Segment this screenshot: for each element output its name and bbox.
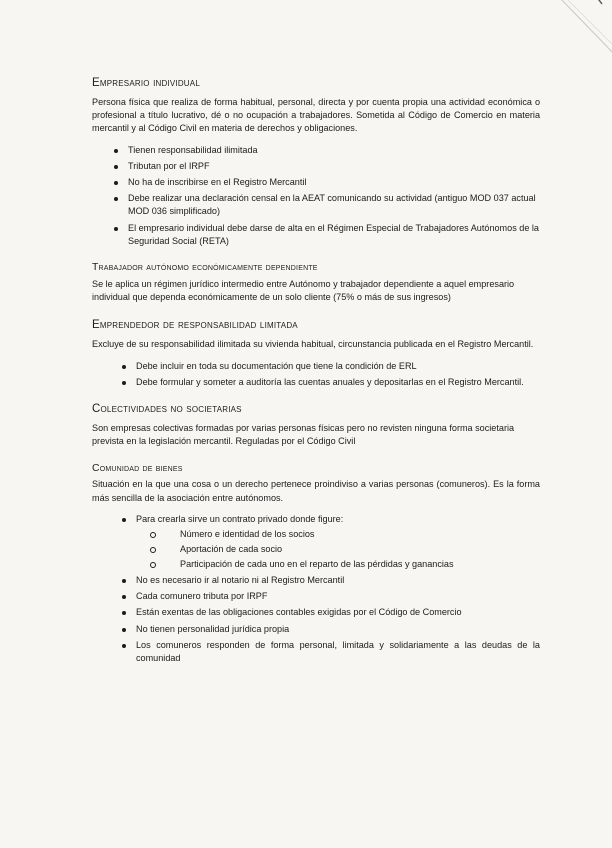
bullet-icon [114,197,118,201]
bullet-icon [114,149,118,153]
list-item: Cada comunero tributa por IRPF [92,590,540,603]
list-item: El empresario individual debe darse de alta en el Régimen Especial de Trabajadores Autónomos de la Seguridad Social (RETA) [92,222,540,248]
section-paragraph-erl: Excluye de su responsabilidad ilimitada su vivienda habitual, circunstancia publicada en el Registro Mercantil. [92,339,534,350]
section-paragraph-colectividades: Son empresas colectivas formadas por varias personas físicas pero no revisten ninguna forma societaria prevista en la legislación mercantil. Reguladas por el Código Civil [92,423,515,447]
section-title-comunidad: Comunidad de bienes [92,463,183,475]
section-title-erl: Emprendedor de responsabilidad limitada [92,319,298,332]
sub-list-item: Número e identidad de los socios [136,528,540,541]
list-item: Debe realizar una declaración censal en la AEAT comunicando su actividad (antiguo MOD 037 actual MOD 036 simplificado) [92,192,540,218]
sub-list-item: Participación de cada uno en el reparto de las pérdidas y ganancias [136,558,540,571]
list-item: Debe incluir en toda su documentación que tiene la condición de ERL [92,360,540,373]
circle-bullet-icon [150,547,156,553]
empresario-bullet-list [92,144,540,248]
list-item: No es necesario ir al notario ni al Registro Mercantil [92,574,540,587]
comunidad-sub-list [136,528,540,571]
comunidad-bullet-list [92,513,540,665]
list-item: Tributan por el IRPF [92,160,540,173]
circle-bullet-icon [150,532,156,538]
section-paragraph-comunidad: Situación en la que una cosa o un derecho pertenece proindiviso a varias personas (comuneros). Es la forma más sencilla de la asociación entre autónomos. [92,479,540,503]
bullet-icon [122,579,126,583]
bullet-icon [122,381,126,385]
circle-bullet-icon [150,562,156,568]
erl-bullet-list [92,360,540,389]
bullet-icon [122,365,126,369]
bullet-icon [122,595,126,599]
bullet-icon [114,165,118,169]
list-item: Los comuneros responden de forma personal, limitada y solidariamente a las deudas de la comunidad [92,639,540,665]
bullet-icon [114,181,118,185]
section-title-empresario: Empresario individual [92,77,200,89]
section-paragraph-autonomo: Se le aplica un régimen jurídico intermedio entre Autónomo y trabajador dependiente a aquel empresario individual que dependa económicamente de un solo cliente (75% o más de sus ingresos) [92,279,515,303]
sub-list-item: Aportación de cada socio [136,543,540,556]
bullet-icon [122,518,126,522]
section-title-colectividades: Colectividades no societarias [92,403,242,416]
list-item: No ha de inscribirse en el Registro Mercantil [92,176,540,189]
list-item: Para crearla sirve un contrato privado donde figure: Número e identidad de los socios Aportación de cada socio Participación de cada uno en el reparto de las pérdidas y ganancias [92,513,540,571]
document-body [92,76,540,668]
section-paragraph-empresario: Persona física que realiza de forma habitual, personal, directa y por cuenta propia una actividad económica o profesional a título lucrativo, dé o no ocupación a trabajadores. Sometida al Código de Comercio en materia mercantil y al Código Civil en materia de derechos y obligaciones. [92,97,540,134]
page-corner-crease [538,0,612,76]
list-item: Están exentas de las obligaciones contables exigidas por el Código de Comercio [92,606,540,619]
section-title-autonomo: Trabajador autónomo económicamente dependiente [92,262,318,274]
bullet-icon [122,611,126,615]
bullet-icon [114,227,118,231]
bullet-icon [122,644,126,648]
list-item: Tienen responsabilidad ilimitada [92,144,540,157]
list-item: No tienen personalidad jurídica propia [92,623,540,636]
list-item: Debe formular y someter a auditoría las cuentas anuales y depositarlas en el Registro Mercantil. [92,376,540,389]
bullet-icon [122,628,126,632]
